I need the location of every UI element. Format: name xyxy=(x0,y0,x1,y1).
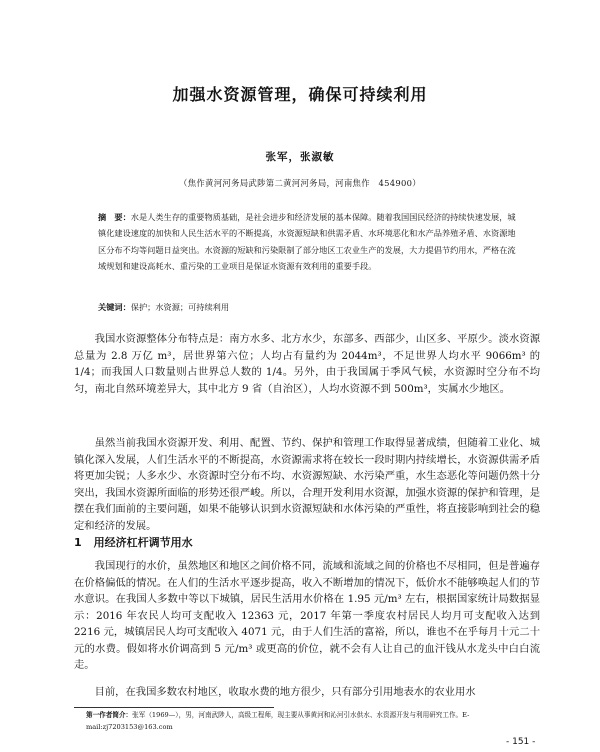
keywords-label: 关键词： xyxy=(98,302,131,312)
body-paragraph: 我国水资源整体分布特点是：南方水多、北方水少，东部多、西部少，山区多、平原少。淡水资源总量为 2.8 万亿 m³，居世界第六位；人均占有量约为 2044m³，不足世界人均水平 9066m³ 的 1/4；而我国人口数量则占世界总人数的 1/4。另外，由于我国属于季风气候，水资源时空分布不均匀，南北自然环境差异大，其中北方 9 省（自治区），人均水资源不到 500m³，实属水少地区。 xyxy=(74,333,540,395)
footnote-divider xyxy=(74,707,274,708)
author-affiliation: （焦作黄河河务局武陟第二黄河河务局，河南焦作 454900） xyxy=(179,178,421,188)
article-title: 加强水资源管理，确保可持续利用 xyxy=(172,85,428,104)
article-authors: 张军，张淑敏 xyxy=(265,151,335,163)
keywords-text: 保护；水资源；可持续利用 xyxy=(130,302,230,312)
abstract-text: 水是人类生存的重要物质基础，是社会进步和经济发展的基本保障。随着我国国民经济的持续快速发展，城镇化建设速度的加快和人民生活水平的不断提高，水资源短缺和供需矛盾、水环境恶化和水产品养殖矛盾、水资源地区分布不均等问题日益突出。水资源的短缺和污染限制了部分地区工农业生产的发展，大力提倡节约用水，严格在流域规划和建设高耗水、重污染的工业项目是保证水资源有效利用的重要手段。 xyxy=(98,212,516,272)
footnote-label: 第一作者简介： xyxy=(86,711,133,719)
body-paragraph: 虽然当前我国水资源开发、利用、配置、节约、保护和管理工作取得显著成绩，但随着工业化、城镇化深入发展，人们生活水平的不断提高，水资源需求将在较长一段时期内持续增长，水资源供需矛盾将更加尖锐；人多水少、水资源时空分布不均、水资源短缺、水污染严重，水生态恶化等问题仍然十分突出，我国水资源所面临的形势还很严峻。所以，合理开发利用水资源，加强水资源的保护和管理，是摆在我们面前的主要问题，如果不能够认识到水资源短缺和水体污染的严重性，将直接影响到社会的稳定和经济的发展。 xyxy=(74,437,540,532)
section-title: 用经济杠杆调节用水 xyxy=(93,536,193,549)
footnote xyxy=(86,710,536,733)
page-number: - 151 - xyxy=(506,737,536,747)
abstract xyxy=(98,209,518,275)
keywords xyxy=(98,300,518,314)
section-heading xyxy=(74,534,193,550)
body-paragraph: 我国现行的水价，虽然地区和地区之间价格不同，流域和流域之间的价格也不尽相同，但是普遍存在价格偏低的情况。在人们的生活水平逐步提高，收入不断增加的情况下，低价水不能够唤起人们的节水意识。在我国人多数中等以下城镇，居民生活用水价格在 1.95 元/m³ 左右，根据国家统计局数据显示：2016 年农民人均可支配收入 12363 元，2017 年第一季度农村居民人均月可支配收入达到 2216 元，城镇居民人均可支配收入 4071 元，由于人们生活的富裕，所以，谁也不在乎每月十元二十元的水费。假如将水价调高到 5 元/m³ 或更高的价位，就不会有人让自己的血汗钱从水龙头中白白流走。 xyxy=(74,560,540,672)
footnote-text: 张军（1969—），男，河南武陟人，高级工程师，现主要从事黄河和沁河引水供水、水资源开发与利用研究工作。E-mail:zj7203153@163.com xyxy=(86,711,470,731)
section-number: 1 xyxy=(74,536,82,549)
abstract-label: 摘 要： xyxy=(98,212,131,222)
body-paragraph: 目前，在我国多数农村地区，收取水费的地方很少，只有部分引用地表水的农业用水 xyxy=(94,686,476,698)
